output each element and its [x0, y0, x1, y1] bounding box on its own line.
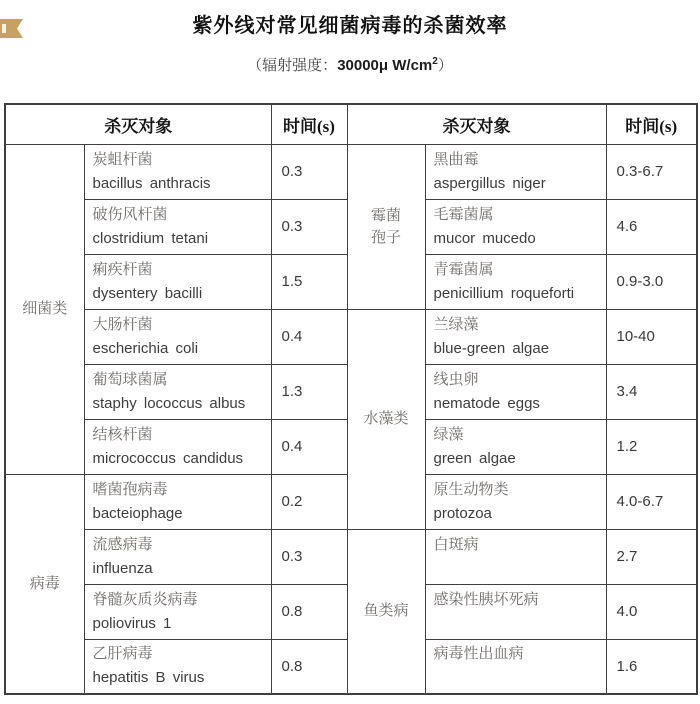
- kill-time: 0.4: [271, 419, 347, 474]
- organism-cn: 黑曲霉: [433, 151, 479, 168]
- organism-cn: 葡萄球菌属: [92, 371, 168, 388]
- header-left-target: 杀灭对象: [5, 104, 271, 144]
- kill-time: 4.0-6.7: [606, 474, 697, 529]
- subtitle-superscript: 2: [432, 56, 438, 67]
- organism-en: penicillium roqueforti: [433, 284, 575, 302]
- kill-time: 0.3: [271, 199, 347, 254]
- kill-time: 4.6: [606, 199, 697, 254]
- kill-time: 3.4: [606, 364, 697, 419]
- organism-en: mucor mucedo: [433, 229, 536, 247]
- organism-en: nematode eggs: [433, 394, 540, 412]
- organism-cell: [425, 309, 606, 364]
- organism-cell: [425, 529, 606, 584]
- organism-en: bacteiophage: [92, 504, 183, 522]
- category-mold-spores: [347, 144, 425, 309]
- organism-cn: 破伤风杆菌: [92, 206, 168, 223]
- table-row: [5, 529, 697, 584]
- header-left-time: 时间(s): [271, 104, 347, 144]
- kill-time: 0.8: [271, 584, 347, 639]
- kill-time: 10-40: [606, 309, 697, 364]
- organism-en: aspergillus niger: [433, 174, 546, 192]
- organism-en: escherichia coli: [92, 339, 199, 357]
- kill-time: 0.3: [271, 144, 347, 199]
- organism-cell: [425, 199, 606, 254]
- kill-time: 1.5: [271, 254, 347, 309]
- organism-cn: 线虫卵: [433, 371, 479, 388]
- organism-cell: [84, 639, 271, 694]
- organism-cn: 病毒性出血病: [433, 646, 524, 663]
- page-title: 紫外线对常见细菌病毒的杀菌效率: [192, 15, 508, 37]
- subtitle-label: 辐射强度：: [262, 58, 338, 74]
- organism-en: micrococcus candidus: [92, 449, 244, 467]
- organism-cell: [84, 364, 271, 419]
- organism-cn: 痢疾杆菌: [92, 261, 153, 278]
- organism-cell: [425, 474, 606, 529]
- organism-en: hepatitis B virus: [92, 669, 205, 687]
- category-virus: 病毒: [5, 474, 84, 694]
- category-fish-disease: 鱼类病: [347, 529, 425, 694]
- organism-cn: 大肠杆菌: [92, 316, 153, 333]
- sterilization-efficiency-table: [4, 103, 698, 695]
- subtitle-close-paren: ）: [437, 58, 453, 74]
- organism-cell: [425, 364, 606, 419]
- kill-time: 0.8: [271, 639, 347, 694]
- table-row: [5, 144, 697, 199]
- kill-time: 1.6: [606, 639, 697, 694]
- kill-time: 1.2: [606, 419, 697, 474]
- organism-cell: [84, 529, 271, 584]
- organism-cell: [84, 474, 271, 529]
- category-mold-line1: 霉菌: [370, 207, 401, 224]
- organism-cn: 脊髓灰质炎病毒: [92, 591, 198, 608]
- organism-en: protozoa: [433, 504, 492, 522]
- organism-en: [434, 666, 604, 689]
- header-right-time: 时间(s): [606, 104, 697, 144]
- organism-cell: [84, 144, 271, 199]
- organism-cn: 兰绿藻: [433, 316, 479, 333]
- organism-cn: 原生动物类: [433, 481, 509, 498]
- organism-cn: 炭蛆杆菌: [92, 151, 153, 168]
- category-algae: 水藻类: [347, 309, 425, 529]
- table-header-row: [5, 104, 697, 144]
- organism-cell: [425, 639, 606, 694]
- organism-cell: [425, 254, 606, 309]
- subtitle-value: 30000μ W/cm: [337, 57, 433, 74]
- kill-time: 1.3: [271, 364, 347, 419]
- page-subtitle: [0, 54, 700, 75]
- organism-en: green algae: [433, 449, 516, 467]
- organism-en: [434, 612, 604, 635]
- organism-cn: 结核杆菌: [92, 426, 153, 443]
- organism-en: influenza: [92, 559, 153, 577]
- organism-cell: [84, 584, 271, 639]
- organism-en: bacillus anthracis: [92, 174, 211, 192]
- organism-cell: [425, 584, 606, 639]
- organism-cell: [425, 419, 606, 474]
- table-row: [5, 309, 697, 364]
- kill-time: 0.3-6.7: [606, 144, 697, 199]
- kill-time: 0.9-3.0: [606, 254, 697, 309]
- subtitle-open-paren: （: [247, 58, 263, 74]
- organism-en: clostridium tetani: [92, 229, 209, 247]
- organism-cn: 感染性胰坏死病: [433, 591, 539, 608]
- organism-cn: 嗜菌孢病毒: [92, 481, 168, 498]
- organism-en: dysentery bacilli: [92, 284, 203, 302]
- organism-en: poliovirus 1: [92, 614, 172, 632]
- organism-en: blue-green algae: [433, 339, 550, 357]
- organism-cn: 白斑病: [433, 536, 479, 553]
- kill-time: 0.4: [271, 309, 347, 364]
- organism-cell: [84, 309, 271, 364]
- kill-time: 2.7: [606, 529, 697, 584]
- organism-cn: 毛霉菌属: [433, 206, 494, 223]
- kill-time: 0.2: [271, 474, 347, 529]
- organism-cell: [84, 419, 271, 474]
- organism-cell: [84, 199, 271, 254]
- organism-cn: 流感病毒: [92, 536, 153, 553]
- organism-cn: 乙肝病毒: [92, 646, 153, 663]
- organism-en: [434, 557, 604, 580]
- kill-time: 4.0: [606, 584, 697, 639]
- organism-cn: 青霉菌属: [433, 261, 494, 278]
- organism-cell: [84, 254, 271, 309]
- organism-cell: [425, 144, 606, 199]
- kill-time: 0.3: [271, 529, 347, 584]
- organism-cn: 绿藻: [433, 426, 464, 443]
- header-right-target: 杀灭对象: [347, 104, 606, 144]
- category-mold-line2: 孢子: [370, 229, 401, 246]
- category-bacteria: 细菌类: [5, 144, 84, 474]
- organism-en: staphy lococcus albus: [92, 394, 246, 412]
